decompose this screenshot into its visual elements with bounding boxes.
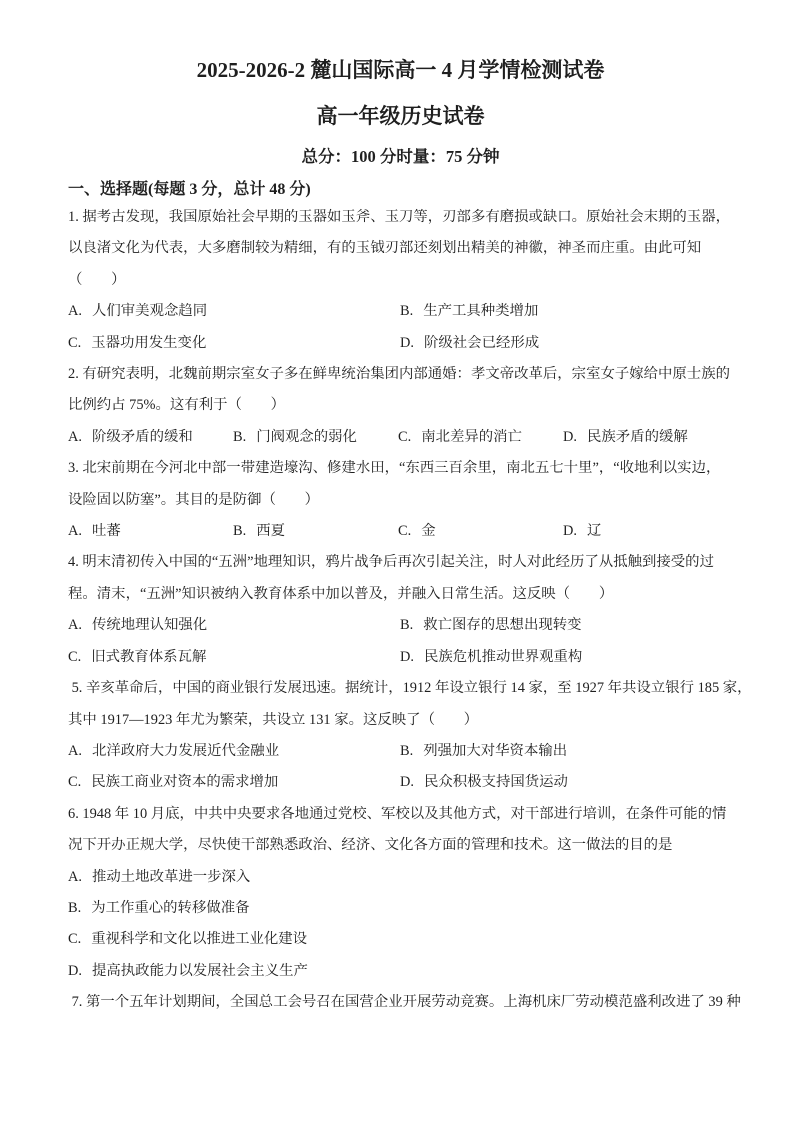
page-subtitle: 高一年级历史试卷 [316, 104, 485, 128]
option-label: D. [563, 523, 577, 540]
question-3-options [68, 516, 728, 547]
page-title: 2025-2026-2 麓山国际高一 4 月学情检测试卷 [196, 58, 605, 82]
option-label: A. [68, 742, 82, 759]
question-4-line-2: 程。清末，“五洲”知识被纳入教育体系中加以普及，并融入日常生活。这反映（ ） [68, 585, 614, 602]
option-text: 阶级矛盾的缓和 [92, 428, 193, 445]
option-label: A. [68, 868, 82, 885]
question-6-line-1: 6. 1948 年 10 月底，中共中央要求各地通过党校、军校以及其他方式，对干部进行培训，在条件可能的情 [68, 805, 727, 822]
question-3-line-1: 3. 北宋前期在今河北中部一带建造壕沟、修建水田，“东西三百余里，南北五七十里”，“收地利以实边， [68, 460, 721, 477]
question-4-option-a [68, 610, 400, 641]
option-text: 生产工具种类增加 [423, 303, 539, 320]
question-1 [68, 202, 733, 359]
option-text: 救亡图存的思想出现转变 [423, 617, 582, 634]
option-text: 北洋政府大力发展近代金融业 [92, 742, 280, 759]
question-4-option-c [68, 642, 400, 673]
option-label: B. [68, 899, 82, 916]
question-6-line-2: 况下开办正规大学，尽快使干部熟悉政治、经济、文化各方面的管理和技术。这一做法的目的是 [68, 837, 673, 854]
question-2-line-1: 2. 有研究表明，北魏前期宗室女子多在鲜卑统治集团内部通婚：孝文帝改革后，宗室女子嫁给中原士族的 [68, 366, 730, 383]
option-text: 西夏 [256, 523, 285, 540]
section-heading: 一、选择题(每题 3 分，总计 48 分) [68, 181, 311, 198]
question-5-options [68, 736, 728, 799]
option-label: B. [400, 742, 414, 759]
option-text: 人们审美观念趋同 [92, 303, 208, 320]
question-5-line-2: 其中 1917—1923 年尤为繁荣，共设立 131 家。这反映了（ ） [68, 711, 479, 728]
question-2-option-a [68, 422, 233, 453]
score-duration-line: 总分：100 分时量：75 分钟 [301, 147, 500, 166]
option-text: 门阀观念的弱化 [256, 428, 357, 445]
option-label: B. [233, 523, 247, 540]
option-text: 民族矛盾的缓解 [587, 428, 688, 445]
question-4 [68, 547, 733, 673]
question-2-option-b [233, 422, 398, 453]
question-3 [68, 453, 733, 547]
option-label: A. [68, 303, 82, 320]
question-7-line-1: 7. 第一个五年计划期间，全国总工会号召在国营企业开展劳动竞赛。上海机床厂劳动模范盛利改进了 39 种 [68, 994, 741, 1011]
question-3-option-b [233, 516, 398, 547]
question-3-option-d [563, 516, 728, 547]
question-2 [68, 359, 733, 453]
question-2-option-d [563, 422, 728, 453]
option-label: C. [398, 428, 412, 445]
question-5-line-1: 5. 辛亥革命后，中国的商业银行发展迅速。据统计，1912 年设立银行 14 家，至 1927 年共设立银行 185 家， [68, 680, 752, 697]
option-text: 重视科学和文化以推进工业化建设 [91, 931, 308, 948]
question-1-line-1: 1. 据考古发现，我国原始社会早期的玉器如玉斧、玉刀等，刃部多有磨损或缺口。原始社会末期的玉器， [68, 209, 730, 225]
option-text: 南北差异的消亡 [421, 428, 522, 445]
option-text: 民族危机推动世界观重构 [424, 648, 583, 665]
option-label: C. [68, 648, 82, 665]
option-label: C. [398, 523, 412, 540]
question-6-option-d [68, 956, 728, 987]
option-label: D. [563, 428, 577, 445]
question-2-option-c [398, 422, 563, 453]
question-6-options [68, 862, 728, 988]
option-text: 吐蕃 [92, 523, 121, 540]
question-3-option-c [398, 516, 563, 547]
option-label: B. [233, 428, 247, 445]
option-text: 为工作重心的转移做准备 [91, 899, 250, 916]
question-1-option-b [400, 296, 728, 327]
question-5-option-c [68, 767, 400, 798]
option-text: 旧式教育体系瓦解 [91, 648, 207, 665]
option-text: 阶级社会已经形成 [424, 334, 540, 351]
question-6 [68, 799, 733, 987]
option-text: 传统地理认知强化 [92, 617, 208, 634]
question-2-line-2: 比例约占 75%。这有利于（ ） [68, 397, 286, 414]
question-list [68, 202, 752, 1019]
question-1-option-a [68, 296, 400, 327]
option-text: 提高执政能力以发展社会主义生产 [92, 962, 308, 979]
option-text: 民众积极支持国货运动 [424, 774, 568, 791]
question-1-line-3: （ ） [68, 271, 126, 288]
question-1-option-d [400, 328, 728, 359]
question-5-option-d [400, 767, 728, 798]
question-6-option-a [68, 862, 728, 893]
question-1-option-c [68, 328, 400, 359]
question-2-options [68, 422, 728, 453]
option-label: D. [400, 334, 414, 351]
option-label: C. [68, 774, 82, 791]
option-label: D. [400, 648, 414, 665]
option-label: D. [400, 774, 414, 791]
option-text: 辽 [587, 523, 602, 540]
question-4-option-d [400, 642, 728, 673]
option-label: C. [68, 334, 82, 351]
question-4-option-b [400, 610, 728, 641]
question-3-option-a [68, 516, 233, 547]
question-6-option-c [68, 924, 728, 955]
option-label: A. [68, 428, 82, 445]
option-label: C. [68, 931, 82, 948]
question-7 [68, 987, 741, 1018]
option-text: 民族工商业对资本的需求增加 [91, 774, 279, 791]
question-5-option-b [400, 736, 728, 767]
question-1-line-2: 以良渚文化为代表，大多磨制较为精细，有的玉钺刃部还刻划出精美的神徽，神圣而庄重。由此可知 [68, 240, 702, 257]
question-6-option-b [68, 893, 728, 924]
question-4-line-1: 4. 明末清初传入中国的“五洲”地理知识，鸦片战争后再次引起关注，时人对此经历了从抵触到接受的过 [68, 554, 714, 571]
option-label: B. [400, 303, 414, 320]
question-4-options [68, 610, 728, 673]
option-text: 玉器功用发生变化 [91, 334, 207, 351]
option-label: B. [400, 617, 414, 634]
option-text: 金 [421, 523, 436, 540]
option-text: 推动土地改革进一步深入 [92, 868, 251, 885]
question-3-line-2: 设险固以防塞”。其目的是防御（ ） [68, 491, 320, 508]
question-5-option-a [68, 736, 400, 767]
option-label: A. [68, 523, 82, 540]
option-text: 列强加大对华资本输出 [423, 742, 568, 759]
option-label: A. [68, 617, 82, 634]
option-label: D. [68, 962, 82, 979]
question-1-options [68, 296, 728, 359]
question-5 [68, 673, 752, 799]
